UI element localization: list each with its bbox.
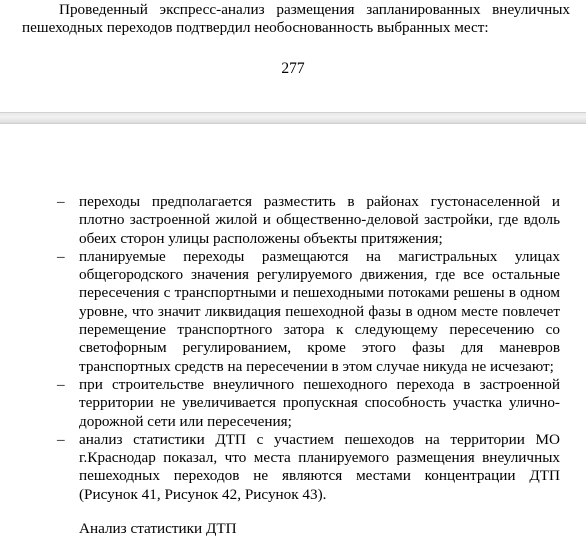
list-item-text: переходы предполагается разместить в районах густонаселенной и плотно застроенной жилой и общественно-деловой застройки, где вдоль обеих сторон улицы расположены объекты притяжения; [79, 193, 560, 247]
page-number: 277 [281, 60, 305, 77]
current-page [0, 124, 586, 537]
list-item-text: при строительстве внеуличного пешеходного перехода в застроенной территории не увеличивается пропускная способность участка улично-дорожной сети или пересечения; [79, 375, 560, 430]
dash-marker: – [57, 430, 65, 448]
cut-off-text-line: Анализ статистики ДТП [79, 520, 237, 537]
list-item [0, 376, 586, 431]
list-item-text: анализ статистики ДТП с участием пешеходов на территории МО г.Краснодар показал, что места планируемого размещения внеуличных пешеходных переходов не являются местами концентрации ДТП (Рисунок 41, Рисунок 42, Рисунок 43). [79, 430, 560, 503]
dash-marker: – [57, 247, 65, 265]
list-item-text: планируемые переходы размещаются на магистральных улицах общегородского значения регулируемого движения, где все остальные пересечения с транспортными и пешеходными потоками решены в одном уровне, что значит ликвидация пешеходной фазы в одном месте повлечет перемещение транспортного затора к следующему пересечению со светофорным регулированием, кроме этого фазы для маневров транспортных средств на пересечении в этом случае никуда не исчезают; [79, 247, 560, 375]
bullet-list [0, 193, 586, 504]
list-item [0, 431, 586, 504]
dash-marker: – [57, 375, 65, 393]
list-item [0, 248, 586, 376]
page-separator [0, 112, 586, 124]
intro-paragraph: Проведенный экспресс-анализ размещения запланированных внеуличных пешеходных переходов подтвердил необоснованность выбранных мест: [22, 1, 570, 36]
previous-page [0, 0, 586, 112]
list-item [0, 193, 586, 248]
dash-marker: – [57, 193, 65, 210]
